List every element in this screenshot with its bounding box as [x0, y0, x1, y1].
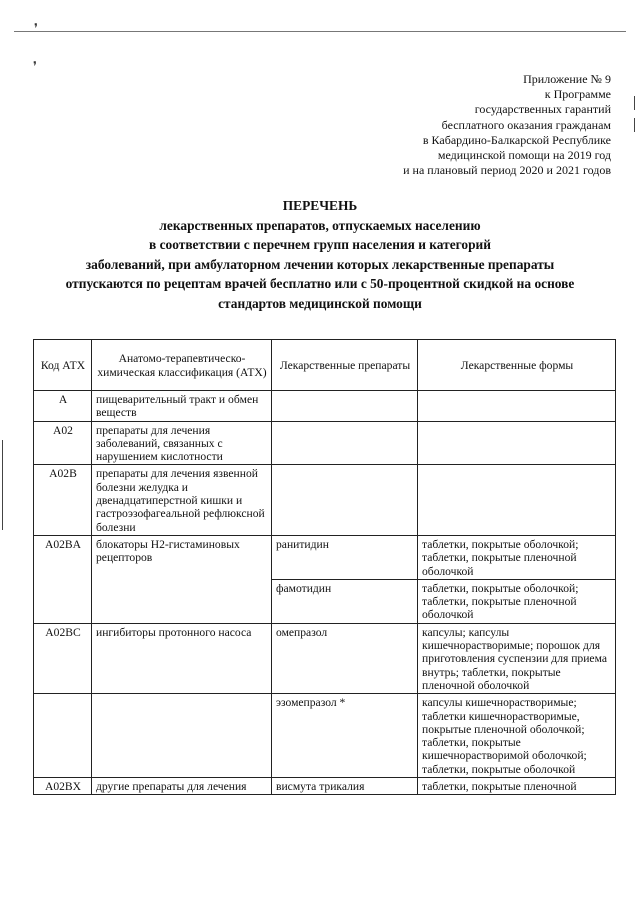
- margin-tick: [634, 118, 635, 132]
- atx-table: [33, 339, 616, 795]
- appendix-line: бесплатного оказания гражданам: [441, 117, 611, 132]
- cell-form: [418, 465, 616, 535]
- cell-code: A02B: [34, 465, 92, 535]
- title-line: отпускаются по рецептам врачей бесплатно или с 50-процентной скидкой на основе: [65, 276, 575, 292]
- cell-drug: [272, 465, 418, 535]
- appendix-block: [281, 72, 611, 178]
- title-line: стандартов медицинской помощи: [218, 295, 422, 311]
- table-row: [34, 623, 616, 693]
- cell-form: [418, 391, 616, 422]
- cell-class: препараты для лечения заболеваний, связанных с нарушением кислотности: [92, 421, 272, 465]
- table-row: [34, 421, 616, 465]
- cell-drug: омепразол: [272, 623, 418, 693]
- header-code: Код АТХ: [34, 340, 92, 391]
- header-atc-class: Анатомо-терапевтическо-химическая классификация (АТХ): [92, 340, 272, 391]
- cell-form: капсулы кишечнорастворимые; таблетки кишечнорастворимые, покрытые пленочной оболочкой; таблетки, покрытые кишечнорастворимой оболочкой; таблетки, покрытые оболочкой: [418, 694, 616, 778]
- cell-drug: эзомепразол *: [272, 694, 418, 778]
- title-line: лекарственных препаратов, отпускаемых населению: [159, 217, 481, 233]
- cell-code: A02BX: [34, 778, 92, 795]
- appendix-line: и на плановый период 2020 и 2021 годов: [403, 163, 611, 178]
- appendix-line: государственных гарантий: [474, 102, 611, 117]
- margin-tick: [2, 440, 3, 530]
- title-line: заболеваний, при амбулаторном лечении которых лекарственные препараты: [85, 256, 555, 272]
- header-drugs: Лекарственные препараты: [272, 340, 418, 391]
- scan-mark-top: ❜: [34, 21, 38, 35]
- cell-drug: висмута трикалия: [272, 778, 418, 795]
- cell-code: [34, 694, 92, 778]
- header-forms: Лекарственные формы: [418, 340, 616, 391]
- cell-class: препараты для лечения язвенной болезни желудка и двенадцатиперстной кишки и гастроэзофагеальной рефлюксной болезни: [92, 465, 272, 535]
- appendix-line: медицинской помощи на 2019 год: [437, 148, 611, 163]
- cell-class: пищеварительный тракт и обмен веществ: [92, 391, 272, 422]
- cell-form: таблетки, покрытые пленочной: [418, 778, 616, 795]
- table-row: [34, 535, 616, 579]
- cell-form: [418, 421, 616, 465]
- scan-mark-left: ❜: [33, 59, 37, 73]
- document-title: [20, 196, 620, 314]
- appendix-line: Приложение № 9: [523, 72, 611, 86]
- cell-form: таблетки, покрытые оболочкой; таблетки, покрытые пленочной оболочкой: [418, 579, 616, 623]
- cell-form: таблетки, покрытые оболочкой; таблетки, покрытые пленочной оболочкой: [418, 535, 616, 579]
- cell-drug: фамотидин: [272, 579, 418, 623]
- cell-code: A02BA: [34, 535, 92, 623]
- title-line: в соответствии с перечнем групп населения и категорий: [149, 237, 491, 253]
- table-row: [34, 694, 616, 778]
- cell-code: A: [34, 391, 92, 422]
- cell-class: другие препараты для лечения: [92, 778, 272, 795]
- appendix-line: к Программе: [544, 87, 611, 102]
- top-rule: [14, 31, 626, 32]
- cell-code: A02: [34, 421, 92, 465]
- cell-drug: [272, 421, 418, 465]
- margin-tick: [634, 96, 635, 110]
- table-row: [34, 465, 616, 535]
- cell-class: блокаторы H2-гистаминовых рецепторов: [92, 535, 272, 623]
- cell-drug: [272, 391, 418, 422]
- table-header-row: [34, 340, 616, 391]
- cell-code: A02BC: [34, 623, 92, 693]
- cell-class: [92, 694, 272, 778]
- cell-form: капсулы; капсулы кишечнорастворимые; порошок для приготовления суспензии для приема внутрь; таблетки, покрытые пленочной оболочкой: [418, 623, 616, 693]
- appendix-line: в Кабардино-Балкарской Республике: [422, 132, 611, 147]
- table-row: [34, 391, 616, 422]
- cell-class: ингибиторы протонного насоса: [92, 623, 272, 693]
- title-heading: ПЕРЕЧЕНЬ: [282, 198, 358, 213]
- cell-drug: ранитидин: [272, 535, 418, 579]
- table-row: [34, 778, 616, 795]
